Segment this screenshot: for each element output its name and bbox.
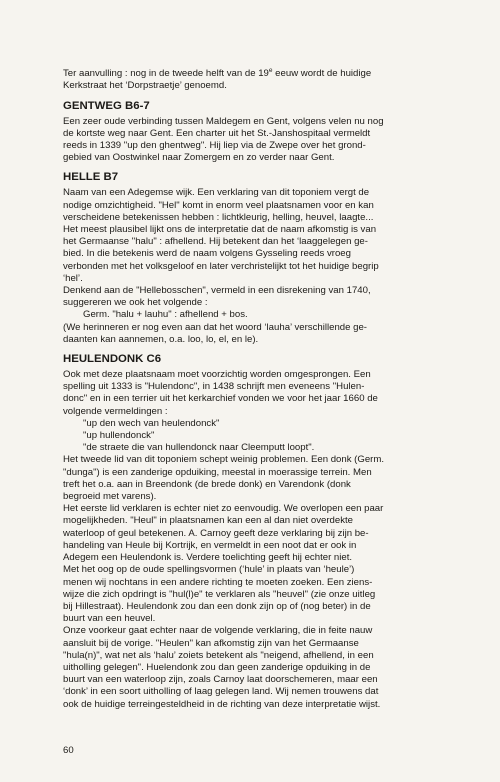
text-line: mogelijkheden. "Heul" in plaatsnamen kan een al dan niet overdekte (63, 515, 354, 527)
text-line: begroeid met varens). (63, 491, 157, 503)
text-line: Het eerste lid verklaren is echter niet zo eenvoudig. We overlopen een paar (63, 503, 384, 515)
intro-line: Kerkstraat het ‘Dorpstraetje’ genoemd. (63, 80, 227, 92)
quote-line: "de straete die van hullendonck naar Cleemputt loopt". (83, 442, 315, 454)
text-line: bied. In die betekenis werd de naam volgens Gysseling reeds vroeg (63, 248, 351, 260)
text-line: uitholling gelegen". Huelendonk zou dan geen zanderige opduiking in de (63, 661, 371, 673)
quote-line: "up hullendonck" (83, 430, 155, 442)
text-line: buurt van een waterloop zijn, zoals Carnoy laat doorschemeren, maar een (63, 674, 378, 686)
text-line: (We herinneren er nog even aan dat het woord ‘lauha’ verschillende ge- (63, 321, 367, 333)
text-line: reeds in 1339 "up den ghentweg". Hij liep via de Zwepe over het grond- (63, 140, 366, 151)
text-line: verscheidene betekenissen hebben : lichtkleurig, helling, heuvel, laagte... (63, 211, 374, 223)
intro-text: Ter aanvulling : nog in de tweede helft van de 19 (63, 68, 269, 80)
text-line: daanten kan aannemen, o.a. loo, lo, el, en le). (63, 333, 259, 345)
text-line: ‘donk’ in een soort uitholling of laag gelegen land. Wij nemen trouwens dat (63, 686, 379, 698)
intro-line (63, 65, 455, 80)
text-line: gebied van Oostwinkel naar Zomergem en zo verder naar Gent. (63, 152, 335, 164)
text-line: suggereren we ook het volgende : (63, 297, 208, 309)
section-body-helle (63, 187, 455, 346)
text-line: het Germaanse "halu" : afhellend. Hij betekent dan het ‘laaggelegen ge- (63, 236, 368, 248)
text-line: Het meest plausibel lijkt ons de interpretatie dat de naam afkomstig is van (63, 224, 377, 236)
text-line: donc" en in een terrier uit het kerkarchief vonden we voor het jaar 1660 de (63, 393, 378, 405)
text-line: Naam van een Adegemse wijk. Een verklaring van dit toponiem vergt de (63, 187, 370, 199)
text-line: Het tweede lid van dit toponiem schept weinig problemen. Een donk (Germ. (63, 454, 385, 466)
intro-text: eeuw wordt de huidige (272, 68, 372, 80)
text-line: de kortste weg naar Gent. Een charter uit het St.-Janshospitaal vermeldt (63, 127, 371, 139)
text-line: "hula(n)", wat net als ‘halu’ zoiets betekent als "neigend, afhellend, in een (63, 649, 374, 661)
text-line: spelling uit 1333 is "Hulendonc", in 1438 schrijft men eveneens "Hulen- (63, 381, 365, 393)
text-line: Adegem een Heulendonk is. Verdere toelichting geeft hij echter niet. (63, 552, 353, 564)
text-line: ook de huidige terreingesteldheid in de richting van deze interpretatie wijst. (63, 698, 381, 710)
quote-line: "up den wech van heulendonck" (83, 417, 220, 429)
text-line: handeling van Heule bij Kortrijk, en vermeldt in een noot dat er ook in (63, 539, 357, 551)
text-line: Met het oog op de oude spellingsvormen (‘hule’ in plaats van ‘heule’) (63, 564, 355, 576)
text-line: ‘hel’. (63, 272, 83, 284)
section-heading-heulendonk: HEULENDONK C6 (63, 353, 162, 366)
text-line: bij Hillestraat). Heulendonk zou dan een donk zijn op of (nog beter) in de (63, 600, 371, 612)
text-line: Onze voorkeur gaat echter naar de volgende verklaring, die in feite nauw (63, 625, 373, 637)
text-line: Ook met deze plaatsnaam moet voorzichtig worden omgesprongen. Een (63, 369, 371, 381)
section-heading-helle: HELLE B7 (63, 171, 119, 184)
text-line: treft het o.a. aan in Breendonk (de brede donk) en Varendonk (donk (63, 478, 351, 490)
text-line: aansluit bij de vorige. "Heulen" kan afkomstig zijn van het Germaanse (63, 637, 359, 649)
section-body-heulendonk (63, 369, 455, 711)
text-line: nodige omzichtigheid. "Hel" komt in enorm veel plaatsnamen voor en kan (63, 199, 374, 211)
text-line: wijze die zich opdringt is "hul(l)e" te verklaren als "heuvel" (zie onze uitleg (63, 588, 376, 600)
text-line: volgende vermeldingen : (63, 405, 168, 417)
page-content (63, 65, 455, 711)
formula-line: Germ. "halu + lauhu" : afhellend + bos. (83, 309, 248, 321)
superscript: e (268, 67, 273, 74)
text-line: "dunga") is een zanderige opduiking, meestal in moerassige terrein. Men (63, 466, 372, 478)
text-line: buurt van een heuvel. (63, 613, 156, 625)
text-line: verbonden met het volksgeloof en later verchristelijkt tot het huidige begrip (63, 260, 379, 272)
text-line: Denkend aan de "Hellebosschen", vermeld in een disrekening van 1740, (63, 285, 371, 297)
text-line: menen wij nochtans in een andere richting te moeten zoeken. Een ziens- (63, 576, 373, 588)
text-line: Een zeer oude verbinding tussen Maldegem en Gent, volgens velen nu nog (63, 115, 384, 127)
text-line: waterloop of geul betekenen. A. Carnoy geeft deze verklaring bij zijn be- (63, 527, 369, 539)
section-heading-gentweg: GENTWEG B6-7 (63, 99, 150, 112)
section-body-gentweg (63, 116, 455, 165)
page-number: 60 (63, 745, 74, 756)
